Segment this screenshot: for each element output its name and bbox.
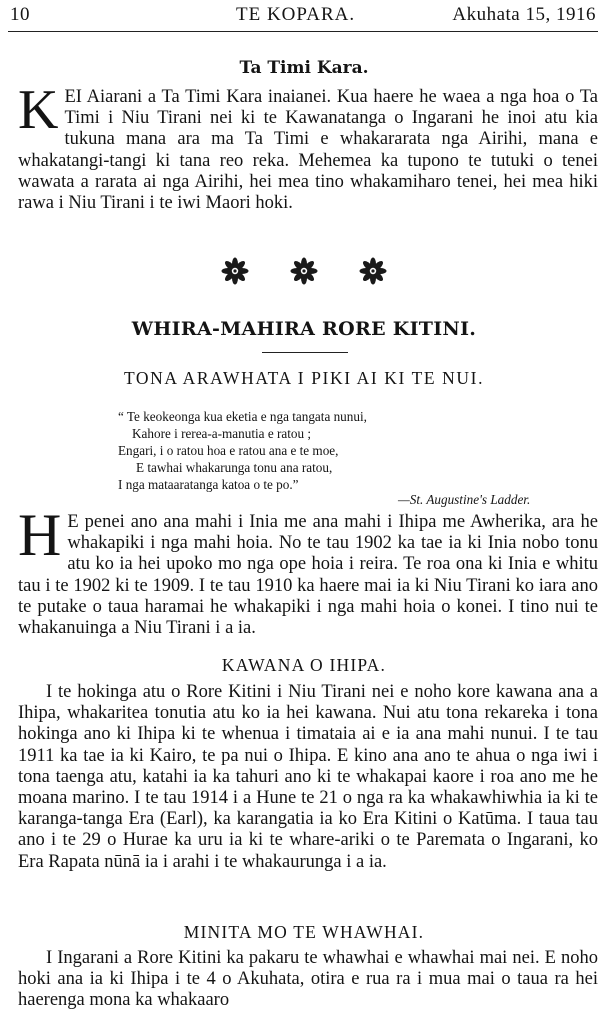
page-number: 10: [10, 4, 30, 25]
section-heading-kawana: KAWANA O IHIPA.: [221, 655, 387, 675]
article-subtitle: TONA ARAWHATA I PIKI AI KI TE NUI.: [123, 368, 485, 388]
article-body-ta-timi-kara: [18, 79, 598, 214]
article-title-kitchener: WHIRA-MAHIRA RORE KITINI.: [131, 318, 477, 340]
article-text: EI Aiarani a Ta Timi Kara inaianei. Kua haere he waea a nga hoa o Ta Timi i Niu Tirani nei ki te Kawanatanga o Ingarani he inoi atu kia tukuna mana ara ma Ta Timi e whakararata nga Airihi, mana e whakatangi-tangi ki tana reo reka. Mehemea ka tupono te tutuki o tenei wawata a rarata ai nga Airihi, hei mea tino whakamiharo tenei, hei mea hiki rawa i Niu Tirani i te iwi Maori hoki.: [18, 87, 598, 214]
section-heading-minita: MINITA MO TE WHAWHAI.: [183, 922, 425, 942]
verse-line: Kahore i rerea-a-manutia e ratou ;: [132, 426, 312, 441]
verse-quote: [118, 408, 367, 493]
drop-cap: H: [18, 502, 62, 568]
article-intro: [18, 502, 598, 639]
ornament-divider: [0, 256, 608, 290]
drop-cap: K: [18, 79, 59, 141]
issue-date: Akuhata 15, 1916: [452, 4, 596, 25]
verse-attribution: —St. Augustine's Ladder.: [398, 492, 531, 507]
magazine-title: TE KOPARA.: [236, 4, 356, 25]
section-body-minita: I Ingarani a Rore Kitini ka pakaru te whawhai e whawhai mai nei. E noho hoki ana ia ki Ihipa i te 4 o Akuhata, otira e rua ra i mua mai o taua ra hei haerenga mona ka whakaaro: [18, 948, 598, 1011]
title-rule: [262, 352, 348, 353]
flower-icon: [358, 256, 388, 286]
verse-line: “ Te keokeonga kua eketia e nga tangata nunui,: [118, 409, 367, 424]
section-body-kawana: I te hokinga atu o Rore Kitini i Niu Tirani nei e noho kore kawana ana a Ihipa, whakaritea tonutia atu ko ia hei kawana. Nui atu tona rekareka i tona hokinga ano ki Ihipa ki te whenua i timataia ai e ia ana mahi nunui. I te tau 1911 ka tae ia ki Kairo, te pa nui o Ihipa. E kino ana ano te ahua o nga iwi i tona taenga atu, katahi ia ka tahuri ano ki te whakapai kaore i roa ano me he moana marino. I te tau 1914 i a Hune te 21 o nga ra ka whakawhiwhia ia ki te karanga-tanga Era (Earl), ka karangatia ia ko Era Kitini o Katūma. I taua tau ano i te 29 o Hurae ka uru ia ki te whare-ariki o te Paremata o Ingarani, ko Era Rapata nūnā ia i arahi i te whakaurunga i a ia.: [18, 682, 598, 872]
verse-line: E tawhai whakarunga tonu ana ratou,: [136, 460, 333, 475]
page-header: [10, 4, 596, 28]
flower-icon: [289, 256, 319, 286]
verse-line: Engari, i o ratou hoa e ratou ana e te moe,: [118, 443, 339, 458]
flower-icon: [220, 256, 250, 286]
article-text: E penei ano ana mahi i Inia me ana mahi i Ihipa me Awherika, ara he whakapiki i nga mahi hoia. No te tau 1902 ka tae ia ki Inia nobo tonu atu ko ia hei upoko mo nga ope hoia i reira. Te roa ona ki Inia e whitu tau i te 1902 ki te 1909. I te tau 1910 ka haere mai ia ki Niu Tirani ko iara ano te putake o taua haramai he whakapiki i nga mahi hoia o konei. I tino nui te whakanuinga a Niu Tirani i a ia.: [18, 512, 598, 639]
article-title-ta-timi-kara: Ta Timi Kara.: [239, 58, 369, 78]
header-rule: [8, 31, 598, 32]
verse-line: I nga mataaratanga katoa o te po.”: [118, 477, 299, 492]
